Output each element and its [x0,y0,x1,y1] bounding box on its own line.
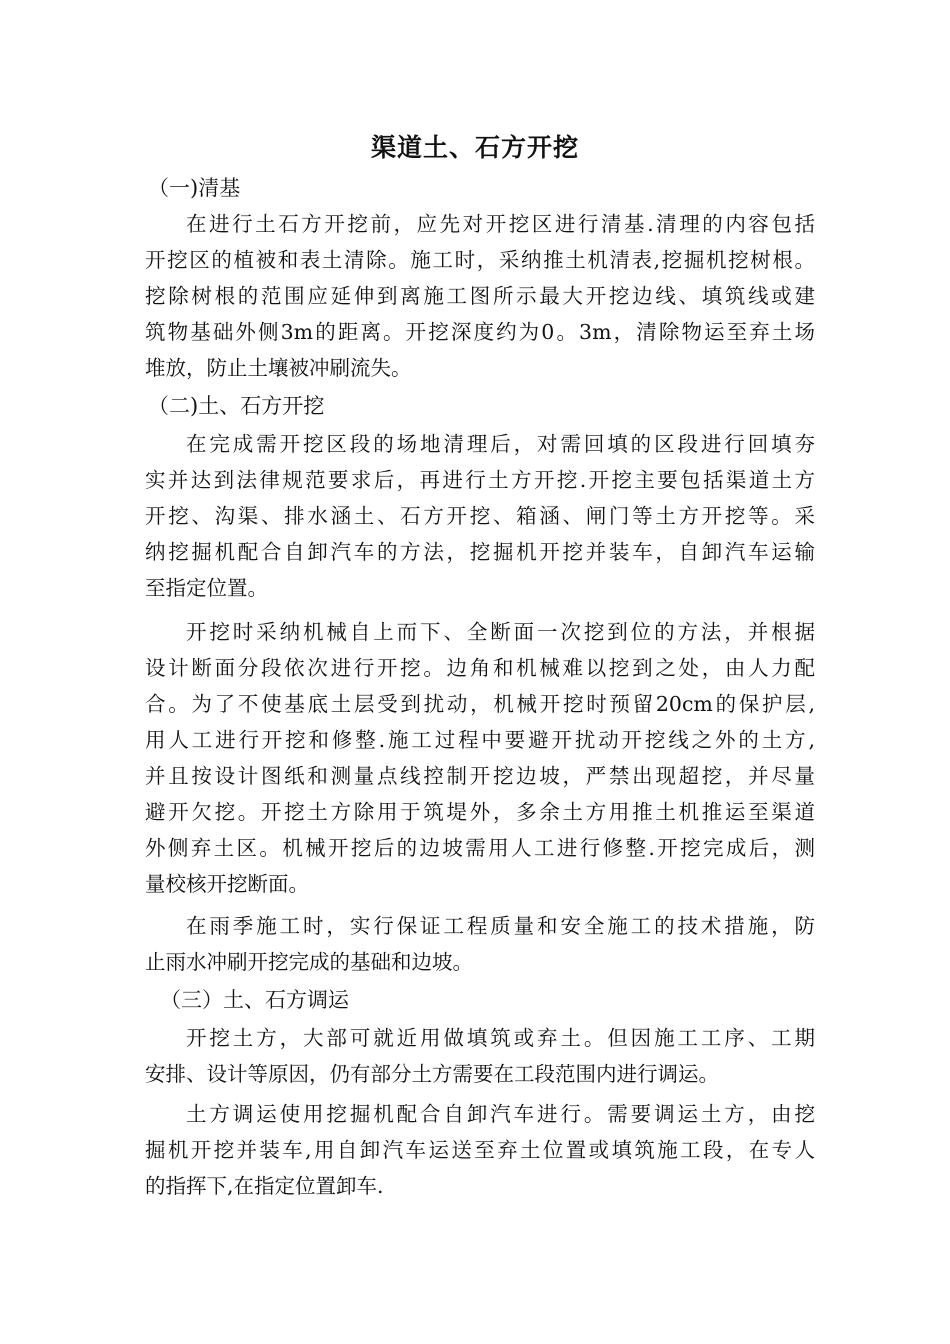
text-line: 并且按设计图纸和测量点线控制开挖边坡，严禁出现超挖，并尽量 [145,764,815,788]
text-line: 用人工进行开挖和修整.施工过程中要避开扰动开挖线之外的土方, [145,728,815,752]
text-line: 安排、设计等原因，仍有部分土方需要在工段范围内进行调运。 [145,1062,719,1086]
text-line: 在进行土石方开挖前，应先对开挖区进行清基.清理的内容包括 [186,212,815,236]
text-line: 筑物基础外侧3m的距离。开挖深度约为0。3m，清除物运至弃土场 [145,320,815,344]
text-line: 掘机开挖并装车,用自卸汽车运送至弃土位置或填筑施工段，在专人 [145,1138,815,1162]
text-line: 设计断面分段依次进行开挖。边角和机械难以挖到之处，由人力配 [145,656,815,680]
text-line: 开挖土方，大部可就近用做填筑或弃土。但因施工工序、工期 [186,1026,815,1050]
text-line: 开挖区的植被和表土清除。施工时，采纳推土机清表,挖掘机挖树根。 [145,248,815,272]
text-line: 实并达到法律规范要求后，再进行土方开挖.开挖主要包括渠道土方 [145,468,815,492]
text-line: 在雨季施工时，实行保证工程质量和安全施工的技术措施，防 [186,914,815,938]
text-line: 土方调运使用挖掘机配合自卸汽车进行。需要调运土方，由挖 [186,1102,815,1126]
section-heading-1: （一)清基 [148,176,241,200]
text-line: 开挖时采纳机械自上而下、全断面一次挖到位的方法，并根据 [186,620,815,644]
text-line: 开挖、沟渠、排水涵土、石方开挖、箱涵、闸门等土方开挖等。采 [145,504,815,528]
text-line: 的指挥下,在指定位置卸车. [145,1174,384,1198]
section-heading-3: （三）土、石方调运 [160,988,349,1012]
text-line: 纳挖掘机配合自卸汽车的方法，挖掘机开挖并装车，自卸汽车运输 [145,540,815,564]
text-line: 量校核开挖断面。 [145,872,309,896]
text-line: 至指定位置。 [145,576,268,600]
text-line: 挖除树根的范围应延伸到离施工图所示最大开挖边线、填筑线或建 [145,284,815,308]
text-line: 避开欠挖。开挖土方除用于筑堤外，多余土方用推土机推运至渠道 [145,800,815,824]
text-line: 堆放，防止土壤被冲刷流失。 [145,356,412,380]
text-line: 合。为了不使基底土层受到扰动，机械开挖时预留20cm的保护层, [145,692,815,716]
section-heading-2: （二)土、石方开挖 [148,394,325,418]
text-line: 外侧弃土区。机械开挖后的边坡需用人工进行修整.开挖完成后，测 [145,836,815,860]
document-title: 渠道土、石方开挖 [370,133,579,162]
text-line: 在完成需开挖区段的场地清理后，对需回填的区段进行回填夯 [186,432,815,456]
text-line: 止雨水冲刷开挖完成的基础和边坡。 [145,950,473,974]
